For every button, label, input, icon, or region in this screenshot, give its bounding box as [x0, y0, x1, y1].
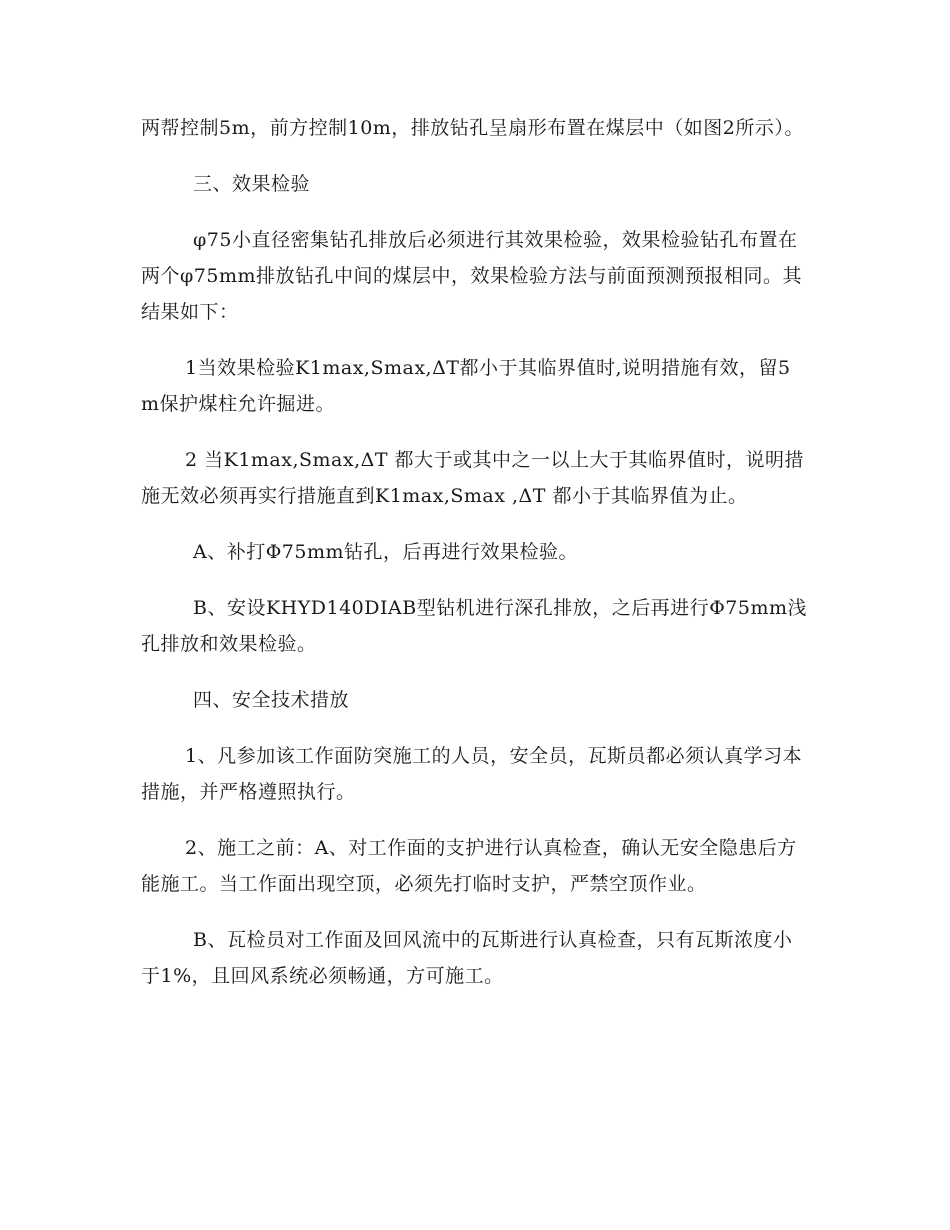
paragraph-effect-check: φ75小直径密集钻孔排放后必须进行其效果检验，效果检验钻孔布置在两个φ75mm排放钻孔中间的煤层中，效果检验方法与前面预测预报相同。其结果如下：	[141, 229, 803, 323]
paragraph-safety-2: 2、施工之前：A、对工作面的支护进行认真检查，确认无安全隐患后方能施工。当工作面出现空顶，必须先打临时支护，严禁空顶作业。	[141, 837, 797, 895]
paragraph-result-1: 1当效果检验K1max,Smax,ΔT都小于其临界值时,说明措施有效，留5m保护煤柱允许掘进。	[141, 357, 791, 415]
section-heading-effect-check: 三、效果检验	[193, 173, 311, 195]
paragraph-safety-b: B、瓦检员对工作面及回风流中的瓦斯进行认真检查，只有瓦斯浓度小于1%，且回风系统必须畅通，方可施工。	[141, 929, 793, 987]
paragraph-continuation: 两帮控制5m，前方控制10m，排放钻孔呈扇形布置在煤层中（如图2所示）。	[141, 117, 804, 139]
paragraph-option-b: B、安设KHYD140DIAB型钻机进行深孔排放，之后再进行Φ75mm浅孔排放和效果检验。	[141, 597, 807, 655]
section-heading-safety: 四、安全技术措放	[193, 689, 350, 711]
paragraph-safety-1: 1、凡参加该工作面防突施工的人员，安全员，瓦斯员都必须认真学习本措施，并严格遵照执行。	[141, 745, 803, 803]
paragraph-result-2: 2 当K1max,Smax,ΔT 都大于或其中之一以上大于其临界值时，说明措施无效必须再实行措施直到K1max,Smax ,ΔT 都小于其临界值为止。	[141, 449, 805, 507]
paragraph-option-a: A、补打Φ75mm钻孔，后再进行效果检验。	[193, 541, 579, 563]
document-body	[141, 110, 809, 1014]
